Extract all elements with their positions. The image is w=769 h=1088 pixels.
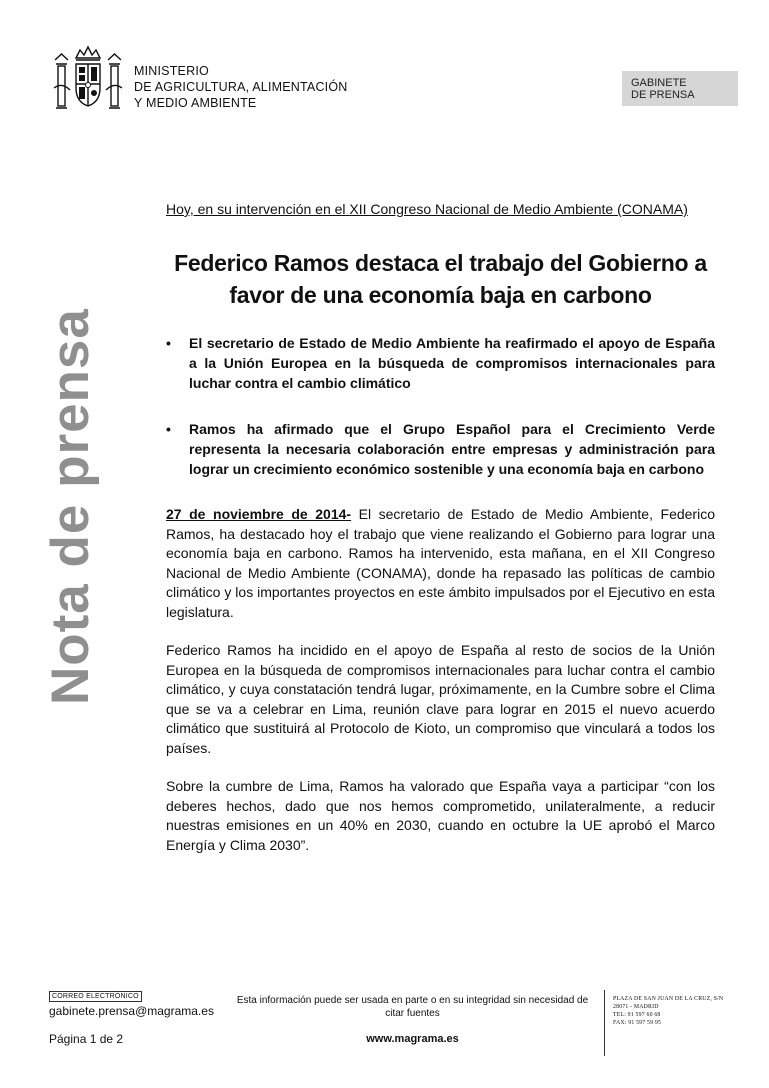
summary-bullet (166, 333, 715, 393)
summary-bullet-text: Ramos ha afirmado que el Grupo Español para el Crecimiento Verde representa la necesaria colaboración entre empresas y administración para lograr un crecimiento económico sostenible y una economía baja en carbono (189, 421, 715, 477)
press-office-label (622, 71, 738, 106)
bullet-marker: • (166, 335, 171, 351)
ministry-line: MINISTERIO (134, 64, 209, 78)
article (166, 200, 715, 874)
body-paragraph: Sobre la cumbre de Lima, Ramos ha valorado que España vaya a participar “con los deberes hechos, dado que nos hemos comprometido, unilateralmente, a reducir nuestras emisiones en un 40% en 2030, cuando en octubre la UE aprobó el Marco Energía y Clima 2030”. (166, 778, 715, 853)
press-release-sidebar-title: Nota de prensa (41, 308, 100, 705)
usage-notice: Esta información puede ser usada en parte o en su integridad sin necesidad de citar fuentes (236, 995, 589, 1019)
coat-of-arms-logo (52, 44, 124, 120)
press-office-line: DE PRENSA (631, 89, 695, 101)
ministry-line: Y MEDIO AMBIENTE (134, 96, 257, 110)
summary-bullets (166, 333, 715, 479)
summary-bullet (166, 419, 715, 479)
body-paragraph: Federico Ramos ha incidido en el apoyo de España al resto de socios de la Unión Europea en la búsqueda de compromisos internacionales para luchar contra el cambio climático, y cuya constatación tendrá lugar, próximamente, en la Cumbre sobre el Clima que se va a celebrar en Lima, reunión clave para lograr en 2015 el nuevo acuerdo climático que sustituirá al Protocolo de Kioto, un compromiso que vinculará a todos los países. (166, 642, 715, 756)
dateline: 27 de noviembre de 2014- (166, 506, 352, 522)
article-kicker: Hoy, en su intervención en el XII Congreso Nacional de Medio Ambiente (CONAMA) (166, 201, 688, 217)
lead-paragraph (166, 505, 715, 622)
bullet-marker: • (166, 421, 171, 437)
email-label: CORREO ELECTRÓNICO (49, 991, 142, 1002)
address-line: TEL: 91 597 60 68 (613, 1012, 661, 1018)
website-link[interactable]: www.magrama.es (366, 1033, 459, 1045)
address-line: PLAZA DE SAN JUAN DE LA CRUZ, S/N (613, 996, 724, 1002)
postal-address (613, 995, 723, 1027)
address-line: FAX: 91 597 59 95 (613, 1020, 662, 1026)
ministry-name (134, 63, 348, 111)
press-office-line: GABINETE (631, 77, 687, 89)
ministry-line: DE AGRICULTURA, ALIMENTACIÓN (134, 80, 348, 94)
contact-email-link[interactable]: gabinete.prensa@magrama.es (49, 1004, 214, 1018)
article-headline: Federico Ramos destaca el trabajo del Gobierno a favor de una economía baja en carbono (174, 250, 707, 308)
summary-bullet-text: El secretario de Estado de Medio Ambiente ha reafirmado el apoyo de España a la Unión Europea en la búsqueda de compromisos internacionales para luchar contra el cambio climático (189, 335, 715, 391)
lead-text: El secretario de Estado de Medio Ambiente, Federico Ramos, ha destacado hoy el trabajo que viene realizando el Gobierno para lograr una economía baja en carbono. Ramos ha intervenido, esta mañana, en el XII Congreso Nacional de Medio Ambiente (CONAMA), donde ha repasado las políticas de cambio climático y los importantes proyectos en este ámbito impulsados por el Ejecutivo en esta legislatura. (166, 506, 715, 620)
page-indicator: Página 1 de 2 (49, 1032, 124, 1046)
address-line: 28071 - MADRID (613, 1004, 659, 1010)
footer-divider (604, 990, 605, 1056)
